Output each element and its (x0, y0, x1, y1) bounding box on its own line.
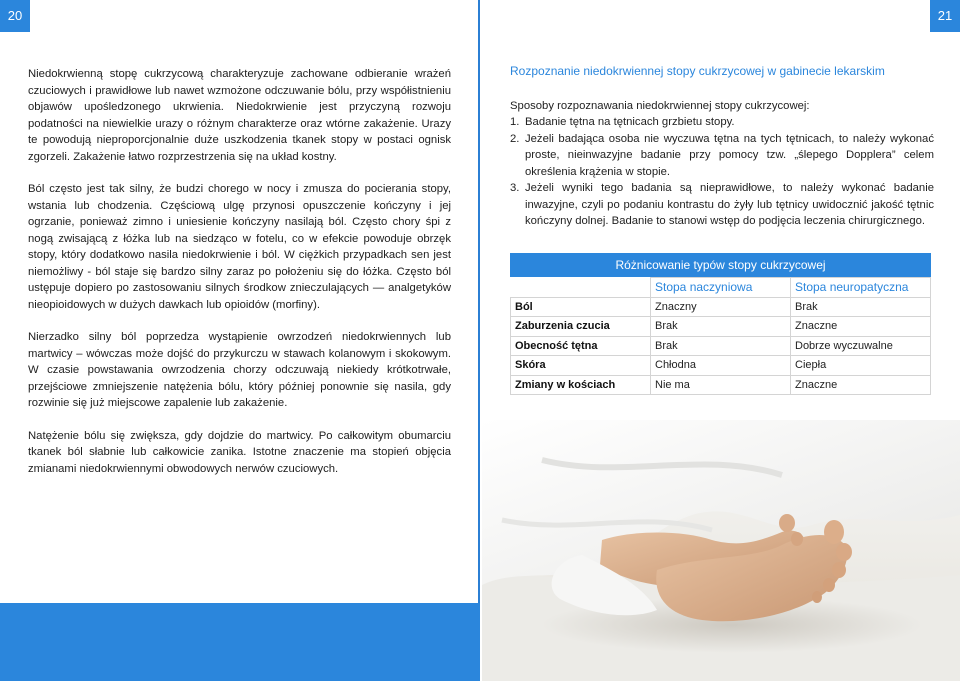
table (510, 277, 931, 395)
table-corner (511, 278, 651, 298)
list-item (510, 114, 934, 131)
photo-illustration (482, 420, 960, 681)
comparison-table (510, 253, 931, 395)
list-item-number: 1. (510, 116, 520, 128)
right-page (482, 0, 960, 681)
row-label: Obecność tętna (511, 336, 651, 356)
page-number-right: 21 (930, 0, 960, 32)
paragraph-4: Natężenie bólu się zwiększa, gdy dojdzie do martwicy. Po całkowitym obumarciu tkanek ból słabnie lub całkowicie zanika. Istotne znaczenie ma stopień objęcia zmianami niedokrwiennymi obwodowych nerwów czuciowych. (28, 429, 451, 475)
column-header-neuropathic: Stopa neuropatyczna (791, 278, 931, 298)
list-item-number: 2. (510, 132, 520, 145)
column-header-vascular: Stopa naczyniowa (651, 278, 791, 298)
feet-under-blanket-photo (482, 420, 960, 681)
list-item-text: Jeżeli badająca osoba nie wyczuwa tętna na tych tętnicach, to należy wykonać proste, nieinwazyjne badanie przy pomocy tzw. „ślepego Dopplera” celem określenia krążenia w stopie. (525, 132, 934, 178)
paragraph-1: Niedokrwienną stopę cukrzycową charakteryzuje zachowane odbieranie wrażeń czuciowych i prawidłowe lub nawet wzmożone odczuwanie bólu, przy współistnieniu objawów upośledzonego ukrwienia. Niedokrwienie jest przyczyną rozwoju podatności na niewielkie urazy o różnym charakterze oraz wtórne zakażenie. Urazy te powodują nieproporcjonalnie duże uszkodzenia tkanek stopy w postaci ognisk zgorzeli. Zakażenie łatwo rozprzestrzenia się na układ kostny. (28, 68, 451, 163)
table-row (511, 356, 931, 376)
intro-text: Sposoby rozpoznawania niedokrwiennej stopy cukrzycowej: (510, 99, 810, 112)
bottom-color-band (0, 603, 480, 681)
table-cell: Brak (651, 317, 791, 337)
list-item-number: 3. (510, 182, 520, 194)
table-cell: Brak (791, 297, 931, 317)
row-label: Skóra (511, 356, 651, 376)
table-cell: Chłodna (651, 356, 791, 376)
table-cell: Nie ma (651, 375, 791, 395)
table-row (511, 375, 931, 395)
diagnosis-list (510, 114, 934, 230)
list-item (510, 131, 934, 181)
table-cell: Brak (651, 336, 791, 356)
paragraph-3: Nierzadko silny ból poprzedza wystąpienie owrzodzeń niedokrwiennych lub martwicy – wówczas może dojść do przykurczu w stawach kolanowym i skokowym. W czasie powstawania owrzodzenia chorzy odczuwają niekiedy krótkotrwałe, przejściowe zmniejszenie natężenia bólu, który później ponownie się nasila, gdy rozwinie się już miejscowe zapalenie lub zakażenie. (28, 331, 451, 409)
table-cell: Dobrze wyczuwalne (791, 336, 931, 356)
section-heading: Rozpoznanie niedokrwiennej stopy cukrzycowej w gabinecie lekarskim (510, 64, 885, 78)
right-text-column (510, 63, 934, 230)
table-header-row (511, 278, 931, 298)
list-item-text: Badanie tętna na tętnicach grzbietu stopy. (525, 116, 735, 128)
row-label: Zaburzenia czucia (511, 317, 651, 337)
table-cell: Znaczny (651, 297, 791, 317)
table-cell: Znaczne (791, 317, 931, 337)
paragraph-2: Ból często jest tak silny, że budzi chorego w nocy i zmusza do pocierania stopy, wstania lub chodzenia. Częściową ulgę przynosi opuszczenie kończyny i jej ogrzanie, ponieważ zimno i uniesienie kończyny nasilają ból. Często chory śpi z nogą zwisającą z łóżka lub na siedząco w fotelu, co w efekcie powoduje obrzęk stopy, który dodatkowo nasila niedokrwienie i ból. W ciężkich przypadkach sen jest niemożliwy - ból staje się bardzo silny zaraz po położeniu się do łóżka. Często ból ustępuje dopiero po zastosowaniu silnych środkow znieczulających — analgetyków nieopioidowych w dużych dawkach lub opioidów (morfiny). (28, 183, 451, 311)
row-label: Ból (511, 297, 651, 317)
row-label: Zmiany w kościach (511, 375, 651, 395)
table-cell: Znaczne (791, 375, 931, 395)
left-text-column (28, 66, 451, 493)
list-item-text: Jeżeli wyniki tego badania są nieprawidłowe, to należy wykonać badanie inwazyjne, czyli po podaniu kontrastu do żyły lub tętnicy uwidocznić jakość tętnic kończyny dolnej. Badanie to stanowi wstęp do podjęcia leczenia chirurgicznego. (525, 182, 934, 227)
table-row (511, 317, 931, 337)
list-item (510, 180, 934, 230)
table-row (511, 297, 931, 317)
table-title: Różnicowanie typów stopy cukrzycowej (510, 253, 931, 277)
table-cell: Ciepła (791, 356, 931, 376)
page-number-left: 20 (0, 0, 30, 32)
table-row (511, 336, 931, 356)
